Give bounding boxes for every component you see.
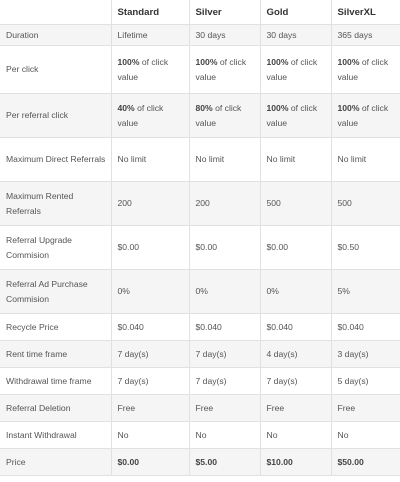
table-row-referral-ad-purchase-commision [0, 270, 400, 314]
table-row-max-direct-referrals [0, 138, 400, 182]
cell-standard: Lifetime [111, 25, 189, 46]
cell-gold: 500 [260, 182, 331, 226]
percent-value: 100% [337, 56, 360, 67]
cell-standard: $0.00 [111, 226, 189, 270]
table-row-referral-deletion [0, 395, 400, 422]
cell-silver: $0.040 [189, 314, 260, 341]
price-gold: $10.00 [260, 449, 331, 476]
header-row [0, 0, 400, 25]
cell-silverxl [331, 46, 400, 94]
cell-silverxl: 5 day(s) [331, 368, 400, 395]
cell-silver: 0% [189, 270, 260, 314]
cell-silver: 7 day(s) [189, 341, 260, 368]
table-row-rent-time-frame [0, 341, 400, 368]
percent-suffix: of click value [117, 102, 164, 128]
cell-gold: $0.00 [260, 226, 331, 270]
cell-silver: No limit [189, 138, 260, 182]
header-standard: Standard [111, 0, 189, 25]
cell-silverxl: Free [331, 395, 400, 422]
percent-suffix: of click value [266, 102, 318, 128]
price-silver: $5.00 [189, 449, 260, 476]
cell-gold: $0.040 [260, 314, 331, 341]
table-row-recycle-price [0, 314, 400, 341]
cell-gold: 7 day(s) [260, 368, 331, 395]
cell-silver: $0.00 [189, 226, 260, 270]
cell-standard: 7 day(s) [111, 341, 189, 368]
cell-silverxl: $0.50 [331, 226, 400, 270]
percent-value: 100% [195, 56, 218, 67]
cell-standard: $0.040 [111, 314, 189, 341]
cell-silverxl: 500 [331, 182, 400, 226]
percent-suffix: of click value [117, 56, 169, 82]
cell-silver: 200 [189, 182, 260, 226]
percent-suffix: of click value [337, 102, 389, 128]
cell-silverxl: $0.040 [331, 314, 400, 341]
row-label: Rent time frame [0, 341, 111, 368]
cell-gold [260, 46, 331, 94]
row-label: Maximum Rented Referrals [0, 182, 111, 226]
cell-gold: 4 day(s) [260, 341, 331, 368]
cell-silverxl: No limit [331, 138, 400, 182]
table-row-duration [0, 25, 400, 46]
row-label: Maximum Direct Referrals [0, 138, 111, 182]
row-label: Referral Upgrade Commision [0, 226, 111, 270]
table-row-per-referral-click [0, 94, 400, 138]
percent-suffix: of click value [337, 56, 389, 82]
cell-gold: 0% [260, 270, 331, 314]
table-row-instant-withdrawal [0, 422, 400, 449]
cell-standard: Free [111, 395, 189, 422]
percent-suffix: of click value [266, 56, 318, 82]
table-row-withdrawal-time-frame [0, 368, 400, 395]
cell-gold: No limit [260, 138, 331, 182]
cell-gold [260, 94, 331, 138]
cell-standard: No [111, 422, 189, 449]
row-label: Recycle Price [0, 314, 111, 341]
percent-value: 80% [195, 102, 213, 113]
header-silver: Silver [189, 0, 260, 25]
row-label: Referral Ad Purchase Commision [0, 270, 111, 314]
cell-standard: No limit [111, 138, 189, 182]
percent-value: 100% [337, 102, 360, 113]
price-silverxl: $50.00 [331, 449, 400, 476]
cell-silver [189, 46, 260, 94]
row-label: Withdrawal time frame [0, 368, 111, 395]
header-silverxl: SilverXL [331, 0, 400, 25]
cell-silverxl: 3 day(s) [331, 341, 400, 368]
percent-value: 40% [117, 102, 135, 113]
cell-standard: 200 [111, 182, 189, 226]
cell-silver [189, 94, 260, 138]
table-row-max-rented-referrals [0, 182, 400, 226]
table-row-referral-upgrade-commision [0, 226, 400, 270]
cell-silver: Free [189, 395, 260, 422]
percent-suffix: of click value [195, 56, 247, 82]
row-label: Instant Withdrawal [0, 422, 111, 449]
row-label: Per click [0, 46, 111, 94]
percent-suffix: of click value [195, 102, 242, 128]
percent-value: 100% [117, 56, 140, 67]
row-label: Duration [0, 25, 111, 46]
cell-standard [111, 46, 189, 94]
cell-silverxl: No [331, 422, 400, 449]
cell-gold: Free [260, 395, 331, 422]
header-corner [0, 0, 111, 25]
percent-value: 100% [266, 56, 289, 67]
cell-gold: No [260, 422, 331, 449]
cell-silverxl: 5% [331, 270, 400, 314]
percent-value: 100% [266, 102, 289, 113]
cell-standard: 7 day(s) [111, 368, 189, 395]
cell-silver: No [189, 422, 260, 449]
cell-silver: 30 days [189, 25, 260, 46]
cell-gold: 30 days [260, 25, 331, 46]
row-label: Per referral click [0, 94, 111, 138]
cell-silver: 7 day(s) [189, 368, 260, 395]
table-row-per-click [0, 46, 400, 94]
cell-standard [111, 94, 189, 138]
row-label: Price [0, 449, 111, 476]
header-gold: Gold [260, 0, 331, 25]
table-row-price [0, 449, 400, 476]
price-standard: $0.00 [111, 449, 189, 476]
row-label: Referral Deletion [0, 395, 111, 422]
cell-standard: 0% [111, 270, 189, 314]
cell-silverxl: 365 days [331, 25, 400, 46]
cell-silverxl [331, 94, 400, 138]
